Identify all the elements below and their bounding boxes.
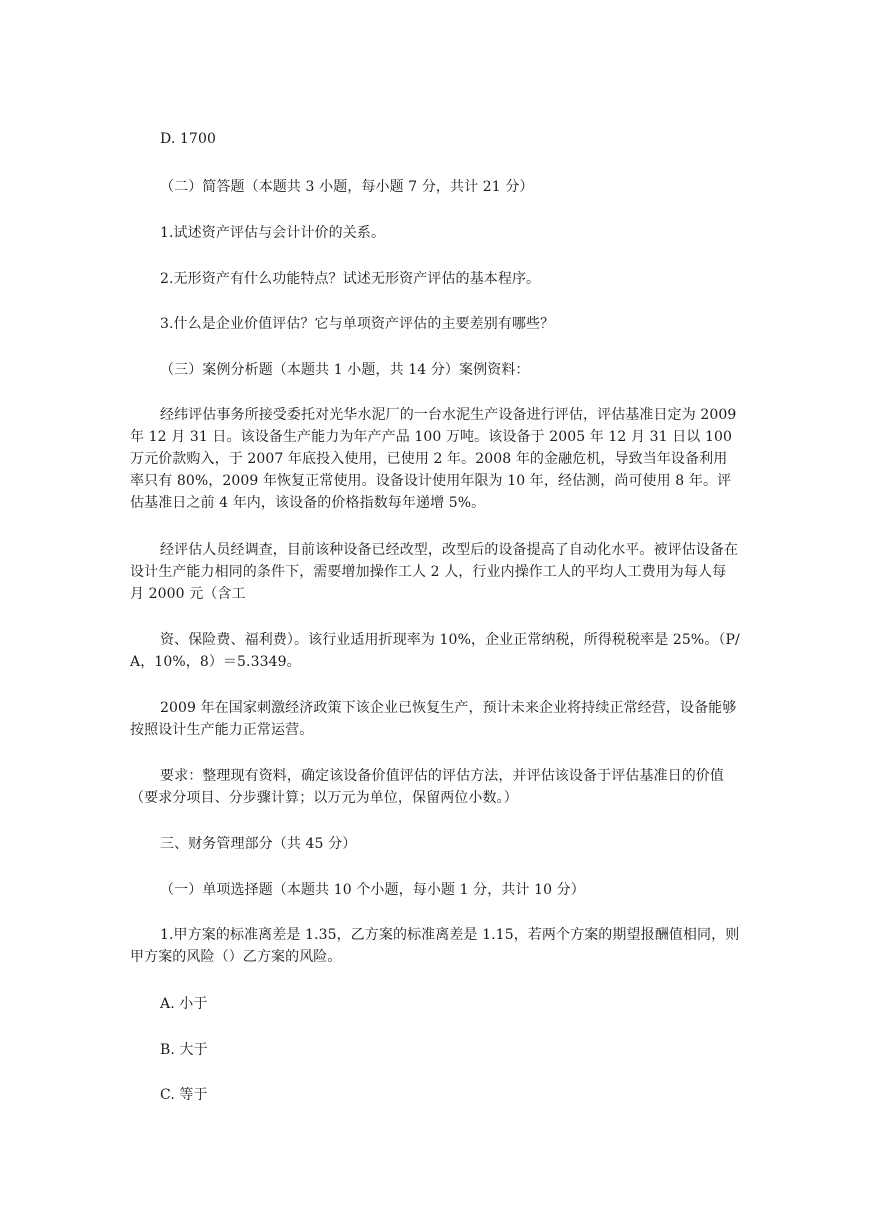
- option-d-1700: D. 1700: [160, 131, 216, 147]
- case-paragraph-4: 2009 年在国家刺激经济政策下该企业已恢复生产，预计未来企业将持续正常经营，设备能够按照设计生产能力正常运营。: [130, 700, 737, 738]
- case-paragraph-2: 经评估人员经调查，目前该种设备已经改型，改型后的设备提高了自动化水平。被评估设备在设计生产能力相同的条件下，需要增加操作工人 2 人，行业内操作工人的平均人工费用为每人每月 2000 元（含工: [130, 542, 739, 602]
- case-paragraph-1: 经纬评估事务所接受委托对光华水泥厂的一台水泥生产设备进行评估，评估基准日定为 2009 年 12 月 31 日。该设备生产能力为年产产品 100 万吨。该设备于 2005 年 12 月 31 日以 100 万元价款购入，于 2007 年底投入使用，已使用 2 年。2008 年的金融危机，导致当年设备利用率只有 80%，2009 年恢复正常使用。设备设计使用年限为 10 年，经估测，尚可使用 8 年。评估基准日之前 4 年内，该设备的价格指数每年递增 5%。: [130, 407, 737, 511]
- option-a: A. 小于: [160, 996, 208, 1012]
- section-heading-single-choice: （一）单项选择题（本题共 10 个小题，每小题 1 分，共计 10 分）: [160, 882, 585, 898]
- section-heading-case-analysis: （三）案例分析题（本题共 1 小题，共 14 分）案例资料：: [160, 362, 530, 378]
- case-requirement: 要求：整理现有资料，确定该设备价值评估的评估方法，并评估该设备于评估基准日的价值（要求分项目、分步骤计算；以万元为单位，保留两位小数。）: [130, 768, 724, 806]
- option-c: C. 等于: [160, 1087, 208, 1103]
- question-2: 2.无形资产有什么功能特点？试述无形资产评估的基本程序。: [160, 271, 541, 287]
- section-heading-financial-management: 三、财务管理部分（共 45 分）: [160, 836, 357, 852]
- case-paragraph-3: 资、保险费、福利费）。该行业适用折现率为 10%，企业正常纳税，所得税税率是 25%。（P/A，10%，8）＝5.3349。: [130, 632, 740, 670]
- choice-question-1: 1.甲方案的标准离差是 1.35，乙方案的标准离差是 1.15，若两个方案的期望报酬值相同，则甲方案的风险（）乙方案的风险。: [130, 927, 740, 965]
- option-b: B. 大于: [160, 1042, 208, 1058]
- question-1: 1.试述资产评估与会计计价的关系。: [160, 225, 386, 241]
- section-heading-short-answer: （二）简答题（本题共 3 小题，每小题 7 分，共计 21 分）: [160, 179, 534, 195]
- question-3: 3.什么是企业价值评估？它与单项资产评估的主要差别有哪些？: [160, 316, 555, 332]
